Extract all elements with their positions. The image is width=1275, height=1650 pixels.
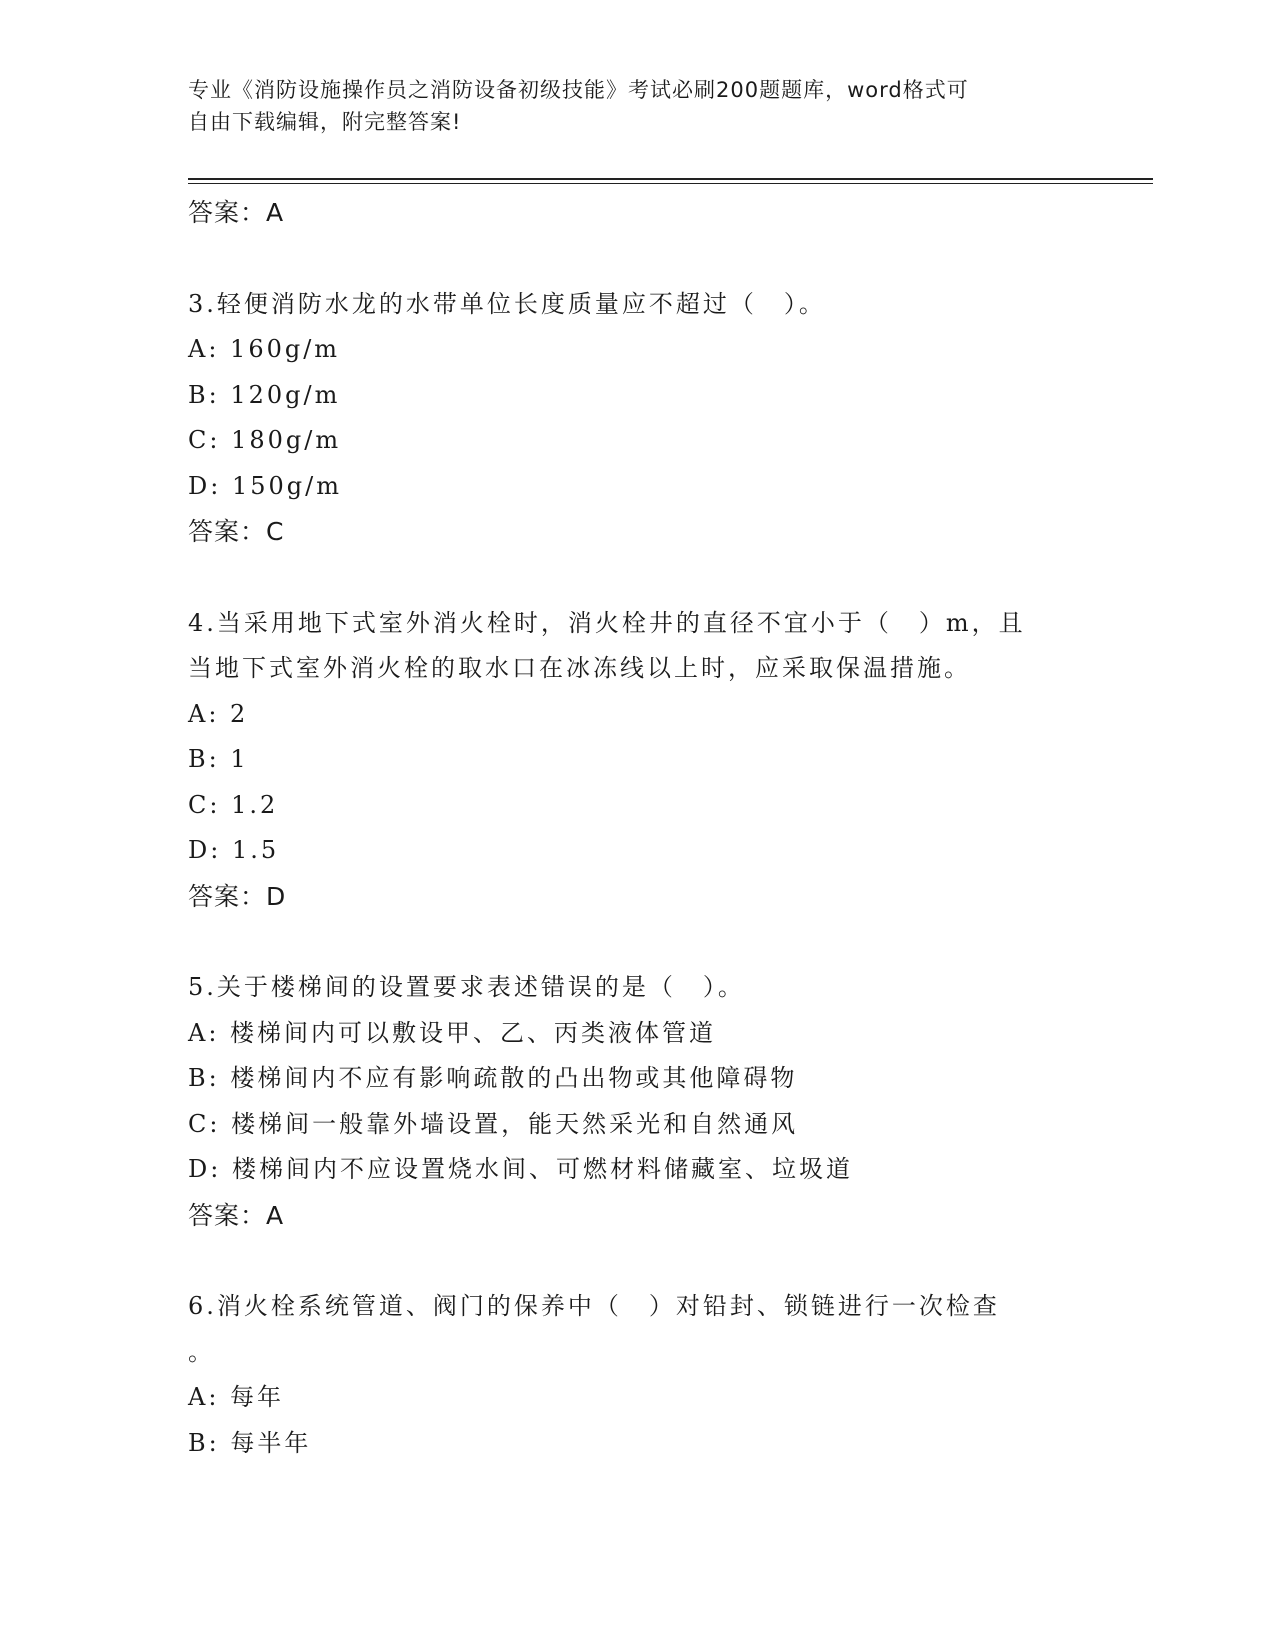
option-a: A: 2 bbox=[188, 699, 249, 728]
question-block bbox=[188, 965, 1108, 1238]
question-text: 4.当采用地下式室外消火栓时，消火栓井的直径不宜小于（ ）m，且 bbox=[188, 608, 1026, 637]
question-block bbox=[188, 282, 1108, 555]
option-a: A: 160g/m bbox=[188, 335, 341, 363]
header-divider bbox=[188, 178, 1153, 180]
option-d: D: 1.5 bbox=[188, 836, 280, 864]
question-text-continued: 当地下式室外消火栓的取水口在冰冻线以上时，应采取保温措施。 bbox=[188, 654, 971, 682]
question-list bbox=[188, 190, 1108, 1466]
option-a: A: 楼梯间内可以敷设甲、乙、丙类液体管道 bbox=[188, 1018, 717, 1047]
question-text: 3.轻便消防水龙的水带单位长度质量应不超过（ ）。 bbox=[188, 289, 826, 318]
header-line-2: 自由下载编辑，附完整答案! bbox=[188, 110, 462, 134]
page-header bbox=[188, 74, 1088, 138]
answer-line: 答案：A bbox=[188, 198, 285, 227]
option-c: C: 楼梯间一般靠外墙设置，能天然采光和自然通风 bbox=[188, 1109, 799, 1138]
header-divider-thin bbox=[188, 183, 1153, 184]
header-line-1: 专业《消防设施操作员之消防设备初级技能》考试必刷200题题库，word格式可 bbox=[188, 78, 969, 102]
question-block bbox=[188, 601, 1108, 920]
question-text-continued: 。 bbox=[188, 1337, 215, 1366]
spacer bbox=[188, 1238, 1108, 1284]
spacer bbox=[188, 555, 1108, 601]
answer-line: 答案：A bbox=[188, 1200, 285, 1230]
option-b: B: 楼梯间内不应有影响疏散的凸出物或其他障碍物 bbox=[188, 1064, 798, 1092]
option-c: C: 1.2 bbox=[188, 790, 279, 819]
answer-line: 答案：D bbox=[188, 881, 287, 911]
question-text: 5.关于楼梯间的设置要求表述错误的是（ ）。 bbox=[188, 973, 745, 1001]
question-block bbox=[188, 1284, 1108, 1466]
option-b: B: 1 bbox=[188, 745, 249, 773]
option-b: B: 120g/m bbox=[188, 380, 341, 409]
option-c: C: 180g/m bbox=[188, 426, 342, 454]
option-b: B: 每半年 bbox=[188, 1428, 312, 1457]
spacer bbox=[188, 236, 1108, 282]
answer-line: 答案：C bbox=[188, 517, 285, 546]
question-text: 6.消火栓系统管道、阀门的保养中（ ）对铅封、锁链进行一次检查 bbox=[188, 1292, 1000, 1320]
option-d: D: 楼梯间内不应设置烧水间、可燃材料储藏室、垃圾道 bbox=[188, 1155, 853, 1183]
option-a: A: 每年 bbox=[188, 1383, 285, 1411]
spacer bbox=[188, 919, 1108, 965]
option-d: D: 150g/m bbox=[188, 471, 342, 500]
